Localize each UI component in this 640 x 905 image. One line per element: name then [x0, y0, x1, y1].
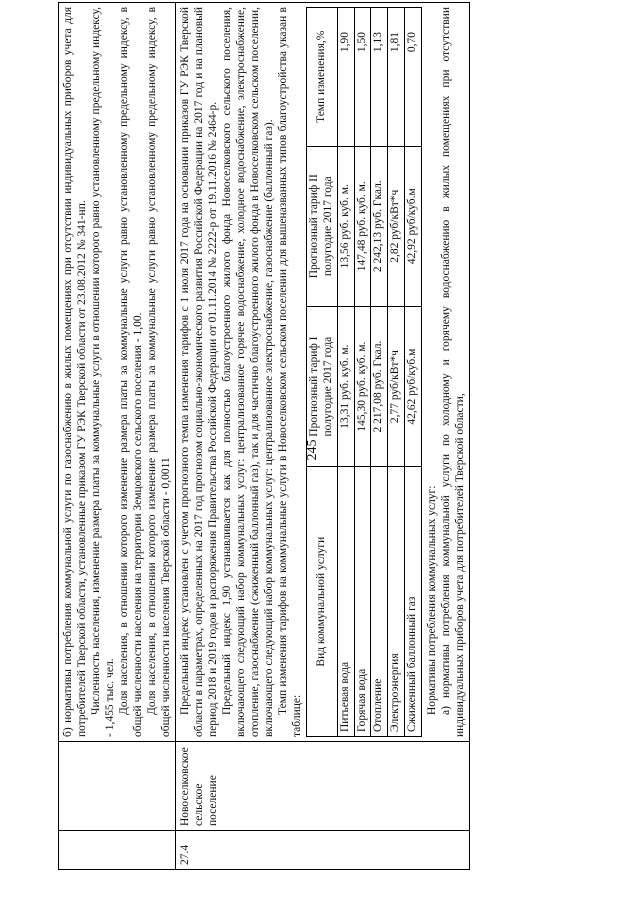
tariff-table	[306, 7, 422, 737]
tariff-h1: 145,30 руб. куб. м.	[354, 306, 371, 466]
table-row	[354, 8, 371, 737]
tariff-h2: 13,56 руб. куб. м.	[337, 146, 354, 306]
rotated-page-content	[58, 7, 590, 870]
header-tariff-h2: Прогнозный тариф II полугодие 2017 года	[307, 146, 338, 306]
service-name: Питьевая вода	[337, 467, 354, 737]
table-row	[371, 8, 388, 737]
change-rate: 1,81	[388, 8, 405, 147]
service-name: Сжиженный баллонный газ	[405, 467, 422, 737]
content-cell	[59, 3, 176, 742]
service-name: Горячая вода	[354, 467, 371, 737]
entry-municipality: Новоселковское сельское поселение	[176, 742, 470, 831]
norms-heading: Нормативы потребления коммунальных услуг:	[425, 485, 438, 715]
change-rate: 1,90	[337, 8, 354, 147]
entry-content	[176, 3, 470, 742]
service-name: Электроэнергия	[388, 467, 405, 737]
index-basis-paragraph: Предельный индекс установлен с учетом прогнозного темпа изменения тарифов с 1 июля 2017 года на основании приказов ГУ РЭК Тверской области в параметрах, определенных на 2017 год прогнозом социально-экономического развития Российской Федерации на 2017 год и на плановый период 2018 и 2019 годов и распоряжения Правительства Российской Федерации от 01.11.2014 № 2222-р от 19.11.2016 № 2464-р.	[179, 7, 220, 737]
continuation-row	[59, 3, 176, 870]
tariff-h1: 2,77 руб/кВт*ч	[388, 306, 405, 466]
entry-number: 27.4	[176, 831, 470, 870]
table-intro-paragraph: Темп изменения тарифов на коммунальные услуги в Новоселковском сельском поселении для вышеназванных типов благоустройства указан в таблице:	[277, 7, 304, 737]
tariff-h2: 2,82 руб/кВт*ч	[388, 146, 405, 306]
tariff-h2: 42,92 руб/куб.м	[405, 146, 422, 306]
service-name: Отопление	[371, 467, 388, 737]
table-row	[337, 8, 354, 737]
table-row	[405, 8, 422, 737]
water-norms-paragraph: а) нормативы потребления коммунальной услуги по холодному и горячему водоснабжению в жилых помещениях при отсутствии индивидуальных приборов учета для потребителей Тверской области,	[439, 7, 466, 737]
municipality-cell	[59, 742, 176, 831]
tariff-h1: 42,62 руб/куб.м	[405, 306, 422, 466]
tariff-h2: 2 242,13 руб. Гкал.	[371, 146, 388, 306]
header-change-rate: Темп изменения,%	[307, 8, 338, 147]
number-cell	[59, 831, 176, 870]
entry-row	[176, 3, 470, 870]
tariff-h1: 2 217,08 руб. Гкал.	[371, 306, 388, 466]
gas-norms-paragraph: б) нормативы потребления коммунальной услуги по газоснабжению в жилых помещениях при отсутствии индивидуальных приборов учета для потребителей Тверской области, установленные приказом ГУ РЭК Тверской области от 23.08.2012 № 341-нп.	[62, 7, 89, 737]
document-table	[58, 2, 470, 870]
tariff-header-row	[307, 8, 338, 737]
table-row	[388, 8, 405, 737]
header-service: Вид коммунальной услуги	[307, 467, 338, 737]
population-count-paragraph: Численность населения, изменение размера платы за коммунальные услуги в отношении которого равно установленному предельному индексу, - 1,455 тыс. чел.	[90, 7, 117, 737]
tariff-h1: 13,31 руб. куб. м.	[337, 306, 354, 466]
population-share-local-paragraph: Доля населения, в отношении которого изменение размера платы за коммунальные услуги равно установленному предельному индексу, в общей численности населения на территории Земцовского сельского поселения - 1,00.	[118, 7, 145, 737]
page-number: 245	[305, 439, 320, 461]
index-scope-paragraph: Предельный индекс 1,90 устанавливается как для полностью благоустроенного жилого фонда Новоселковского сельского поселения, включающего следующий набор коммунальных услуг: централизованное горячее водоснабжение, холодное водоснабжение, электроснабжение, отопление, газоснабжение (сжиженный баллонный газ), так и для частично благоустроенного жилого фонда в Новоселковском сельском поселении, включающего следующий набор коммунальных услуг: централизованное электроснабжение, газоснабжение (баллонный газ).	[221, 7, 276, 737]
tariff-h2: 147,48 руб. куб. м.	[354, 146, 371, 306]
population-share-region-paragraph: Доля населения, в отношении которого изменение размера платы за коммунальные услуги равно установленному предельному индексу, в общей численности населения Тверской области - 0,0011	[146, 7, 173, 737]
change-rate: 0,70	[405, 8, 422, 147]
change-rate: 1,13	[371, 8, 388, 147]
change-rate: 1,50	[354, 8, 371, 147]
header-tariff-h1: Прогнозный тариф I полугодие 2017 года	[307, 306, 338, 466]
